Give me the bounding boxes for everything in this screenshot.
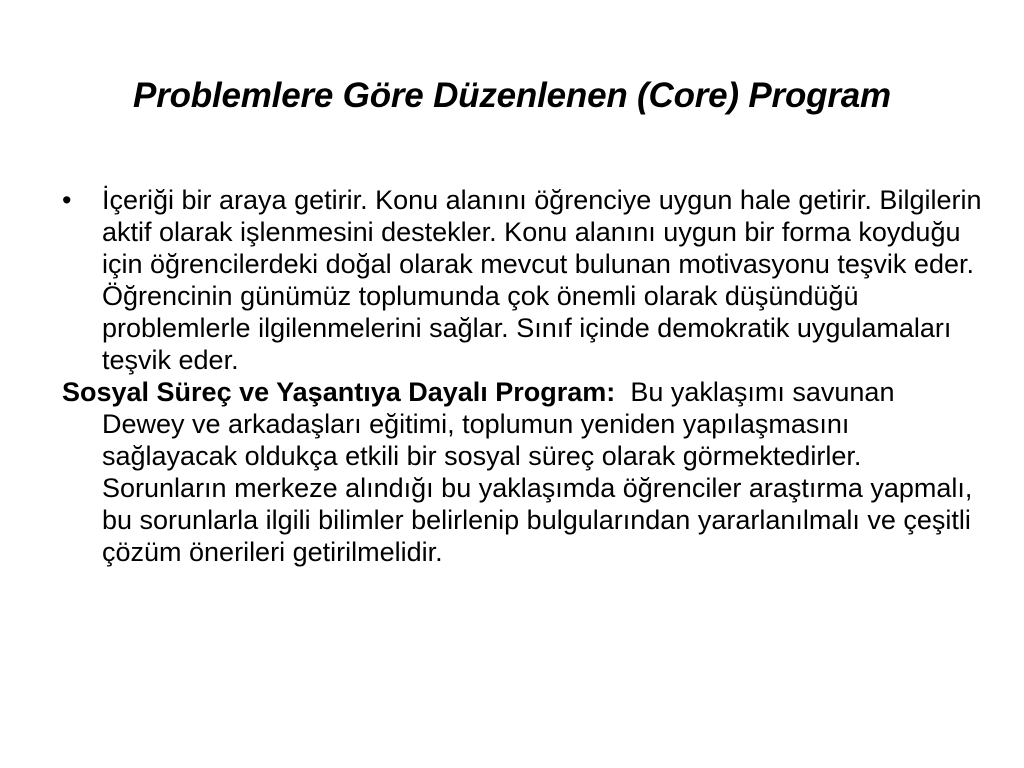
bullet-paragraph-1 <box>62 184 982 376</box>
section-text: Bu yaklaşımı savunan Dewey ve arkadaşları eğitimi, toplumun yeniden yapılaşmasını sağlayacak oldukça etkili bir sosyal süreç olarak görmektedirler. Sorunların merkeze alındığı bu yaklaşımda öğrenciler araştırma yapmalı, bu sorunlarla ilgili bilimler belirlenip bulgularından yararlanılmalı ve çeşitli çözüm önerileri getirilmelidir. <box>102 377 973 567</box>
bullet-marker: • <box>62 185 72 215</box>
slide-body <box>62 184 982 568</box>
paragraph-2 <box>62 376 982 568</box>
section-heading: Sosyal Süreç ve Yaşantıya Dayalı Program: <box>62 377 616 407</box>
slide-title: Problemlere Göre Düzenlenen (Core) Program <box>133 76 891 115</box>
bullet-text-1: İçeriği bir araya getirir. Konu alanını öğrenciye uygun hale getirir. Bilgilerin aktif olarak işlenmesini destekler. Konu alanını uygun bir forma koyduğu için öğrencilerdeki doğal olarak mevcut bulunan motivasyonu teşvik eder. Öğrencinin günümüz toplumunda çok önemli olarak düşündüğü problemlerle ilgilenmelerini sağlar. Sınıf içinde demokratik uygulamaları teşvik eder. <box>102 185 982 375</box>
